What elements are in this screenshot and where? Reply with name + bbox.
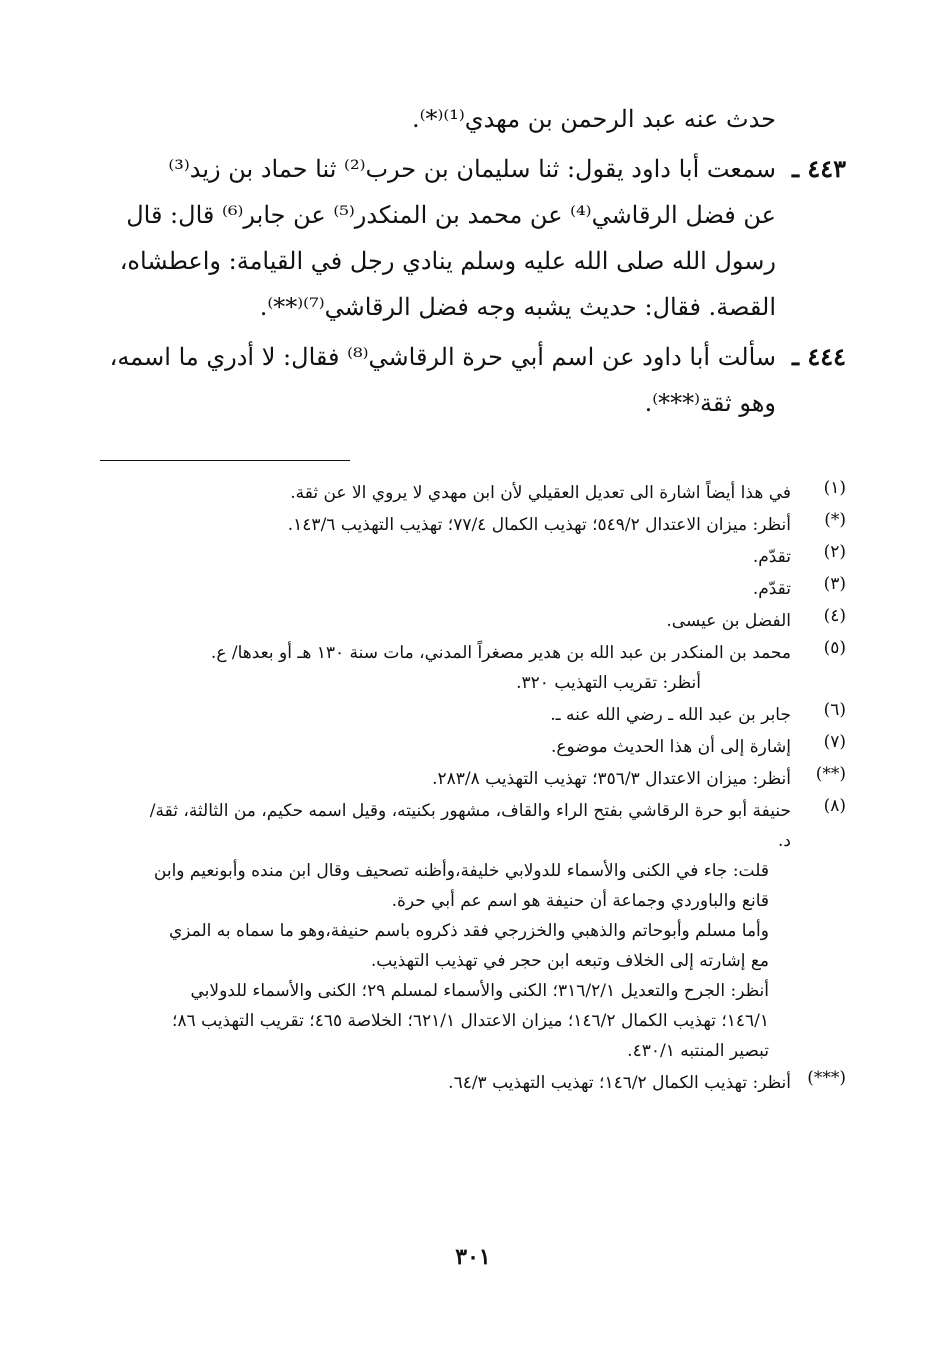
footnote-divider bbox=[100, 460, 350, 461]
entry-line: سألت أبا داود عن اسم أبي حرة الرقاشي⁽⁸⁾ فقال: لا أدري ما اسمه، bbox=[109, 343, 776, 371]
footnote-number: (١) bbox=[823, 478, 846, 498]
footnote-text: أنظر: ميزان الاعتدال ٥٤٩/٢؛ تهذيب الكمال ٧٧/٤؛ تهذيب التهذيب ١٤٣/٦. bbox=[287, 515, 791, 535]
footnote-number: (٦) bbox=[823, 700, 846, 720]
footnote bbox=[146, 700, 846, 730]
footnote-text: أنظر: تقريب التهذيب ٣٢٠. bbox=[516, 673, 701, 693]
footnote-text: أنظر: الجرح والتعديل ٣١٦/٢/١؛ الكنى والأسماء لمسلم ٢٩؛ الكنى والأسماء للدولابي ١٤٦/١؛ تهذيب الكمال ١٤٦/٢؛ ميزان الاعتدال ٦٢١/١؛ الخلاصة ٤٦٥؛ تقريب التهذيب ٨٦؛ تبصير المنتبه ٤٣٠/١. bbox=[172, 981, 769, 1061]
footnote-number: (***) bbox=[807, 1068, 846, 1088]
footnote-text: أنظر: تهذيب الكمال ١٤٦/٢؛ تهذيب التهذيب ٦٤/٣. bbox=[448, 1073, 791, 1093]
footnote bbox=[146, 510, 846, 540]
footnote-text: تقدّم. bbox=[752, 547, 791, 567]
entry-number: ٤٤٤ ـ bbox=[791, 342, 846, 371]
entry-line: القصة. فقال: حديث يشبه وجه فضل الرقاشي⁽⁷⁾⁽**⁾. bbox=[259, 293, 776, 321]
footnote bbox=[146, 606, 846, 636]
footnote-text: تقدّم. bbox=[752, 579, 791, 599]
footnote-text: أنظر: ميزان الاعتدال ٣٥٦/٣؛ تهذيب التهذيب ٢٨٣/٨. bbox=[432, 769, 791, 789]
footnote-number: (٢) bbox=[823, 542, 846, 562]
entry-line: سمعت أبا داود يقول: ثنا سليمان بن حرب⁽²⁾ ثنا حماد بن زيد⁽³⁾ bbox=[168, 155, 776, 183]
entry-443 bbox=[119, 146, 846, 330]
entry-line: رسول الله صلى الله عليه وسلم ينادي رجل في القيامة: واعطشاه، bbox=[119, 247, 776, 275]
footnote bbox=[146, 796, 846, 1066]
entry-line: وهو ثقة⁽***⁾. bbox=[644, 389, 776, 417]
footnote bbox=[146, 542, 846, 572]
footnote bbox=[146, 732, 846, 762]
main-text bbox=[109, 96, 846, 426]
footnote-text: إشارة إلى أن هذا الحديث موضوع. bbox=[550, 737, 791, 757]
entry-line: عن فضل الرقاشي⁽⁴⁾ عن محمد بن المنكدر⁽⁵⁾ عن جابر⁽⁶⁾ قال: قال bbox=[126, 201, 776, 229]
lead-line: حدث عنه عبد الرحمن بن مهدي⁽¹⁾⁽*⁾. bbox=[411, 105, 776, 133]
footnote-number: (٤) bbox=[823, 606, 846, 626]
footnotes bbox=[146, 478, 846, 1098]
entry-444 bbox=[109, 334, 846, 426]
footnote-text: وأما مسلم وأبوحاتم والذهبي والخزرجي فقد ذكروه باسم حنيفة،وهو ما سماه به المزي مع إشارته إلى الخلاف وتبعه ابن حجر في تهذيب التهذيب. bbox=[168, 921, 769, 971]
footnote-number: (**) bbox=[815, 764, 846, 784]
footnote-text: في هذا أيضاً اشارة الى تعديل العقيلي لأن ابن مهدي لا يروي الا عن ثقة. bbox=[290, 483, 791, 503]
footnote-text: قلت: جاء في الكنى والأسماء للدولابي خليفة،وأظنه تصحيف وقال ابن منده وأبونعيم وابن قانع والباوردي وجماعة أن حنيفة هو اسم عم أبي حرة. bbox=[153, 861, 769, 911]
footnote-text: الفضل بن عيسى. bbox=[666, 611, 791, 631]
footnote-text: محمد بن المنكدر بن عبد الله بن هدير مصغراً المدني، مات سنة ١٣٠ هـ أو بعدها/ ع. bbox=[210, 643, 791, 663]
footnote-number: (٨) bbox=[823, 796, 846, 816]
footnote-text: جابر بن عبد الله ـ رضي الله عنه ـ. bbox=[550, 705, 791, 725]
entry-number: ٤٤٣ ـ bbox=[791, 154, 846, 183]
footnote-number: (٧) bbox=[823, 732, 846, 752]
footnote bbox=[146, 478, 846, 508]
footnote-number: (*) bbox=[824, 510, 846, 530]
footnote bbox=[146, 638, 846, 698]
footnote-text: حنيفة أبو حرة الرقاشي بفتح الراء والقاف، مشهور بكنيته، وقيل اسمه حكيم، من الثالثة، ثقة/ د. bbox=[149, 801, 791, 851]
footnote bbox=[146, 764, 846, 794]
footnote-number: (٣) bbox=[823, 574, 846, 594]
footnote bbox=[146, 1068, 846, 1098]
page-number: ٣٠١ bbox=[455, 1244, 491, 1270]
footnote-number: (٥) bbox=[823, 638, 846, 658]
footnote bbox=[146, 574, 846, 604]
